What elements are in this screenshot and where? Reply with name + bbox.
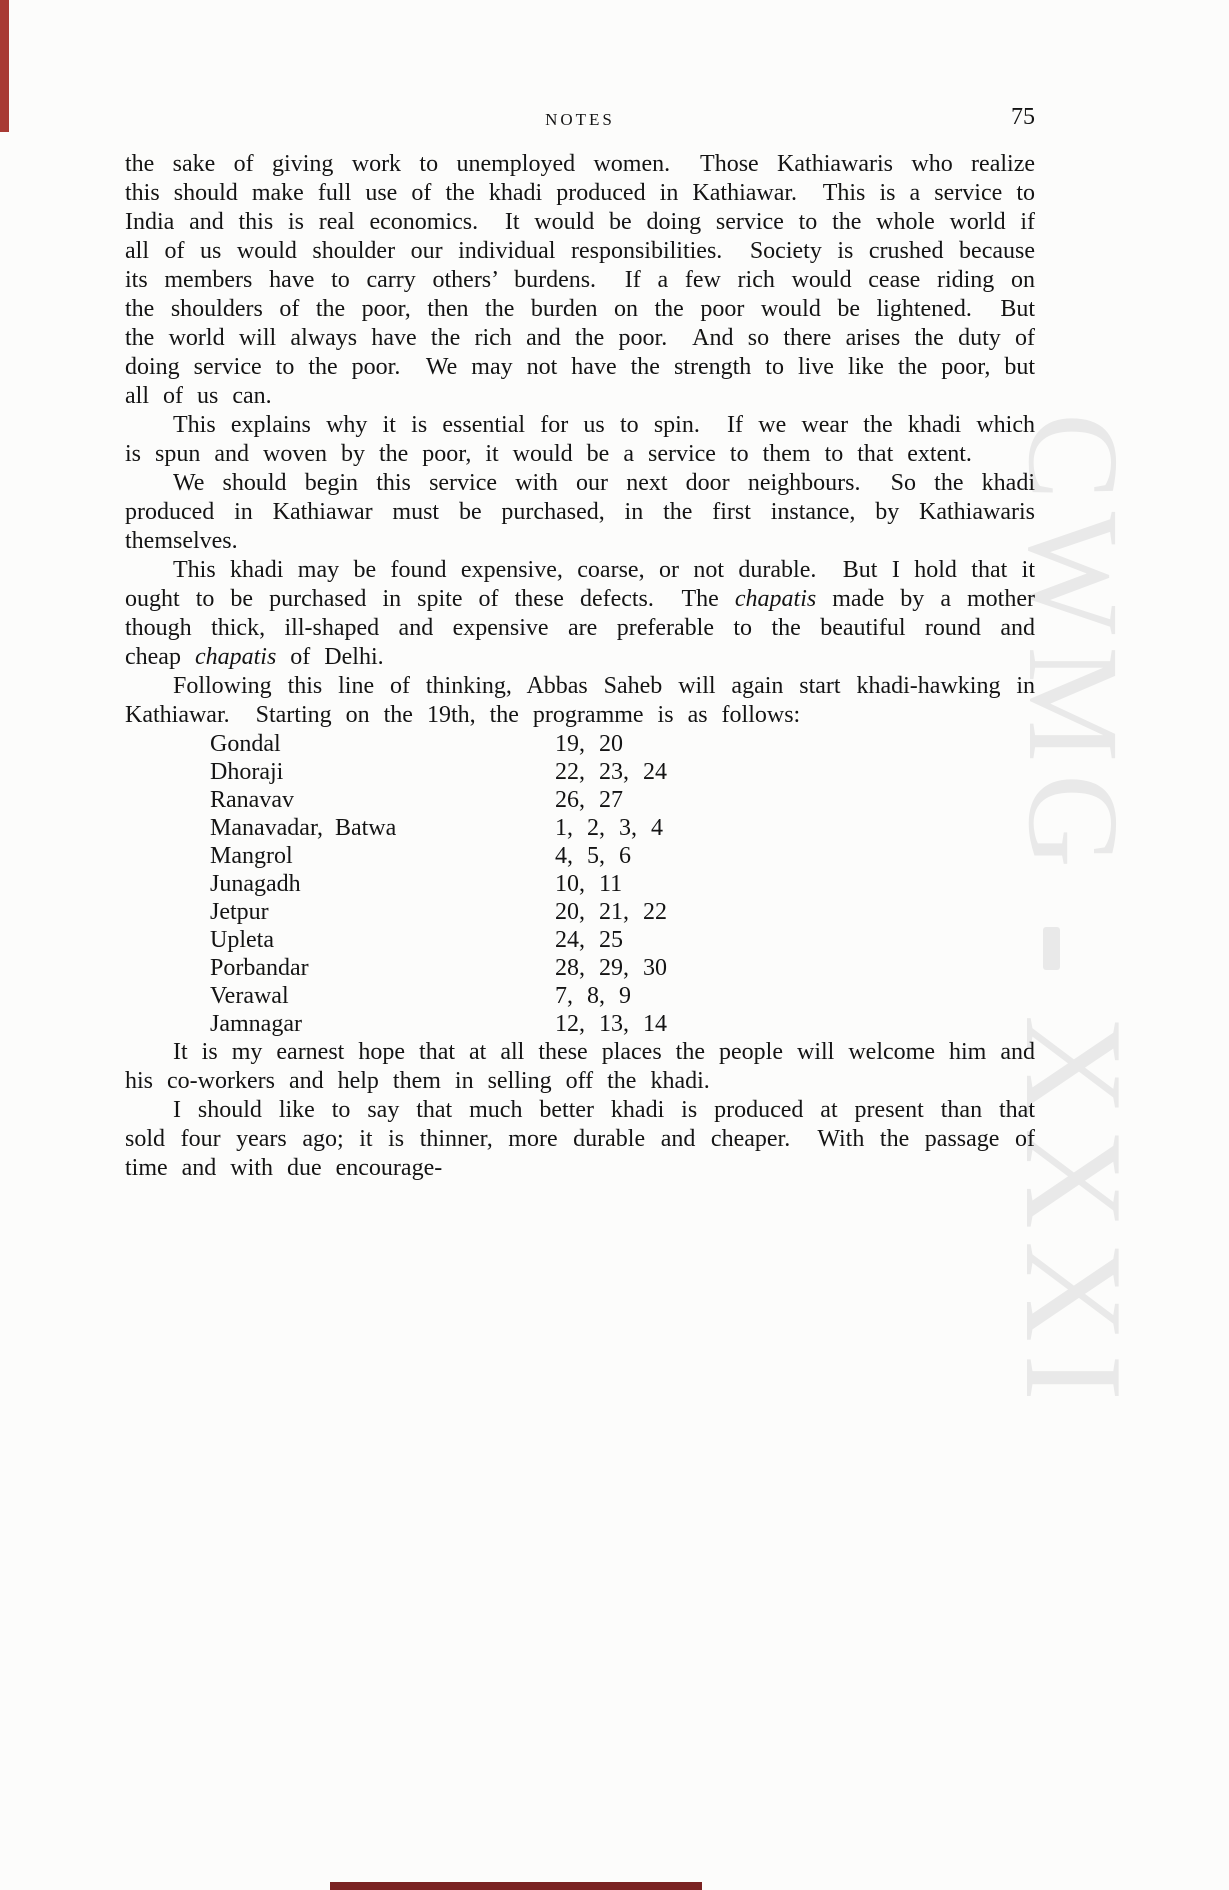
schedule-place: Porbandar	[210, 955, 309, 981]
schedule-row	[210, 982, 1035, 1010]
schedule-place: Jetpur	[210, 899, 269, 925]
schedule-dates: 24, 25	[555, 927, 623, 953]
body-text: We should begin this service with our next door neighbours. So the khadi produced in Kathiawar must be purchased, in the first instance, by Kathiawaris themselves.	[125, 470, 1035, 554]
schedule-dates: 7, 8, 9	[555, 983, 631, 1009]
body-text: I should like to say that much better khadi is produced at present than that sold four years ago; it is thinner, more durable and cheaper. With the passage of time and with due encourage-	[125, 1097, 1035, 1181]
schedule-dates: 22, 23, 24	[555, 759, 667, 785]
paragraph	[125, 1038, 1035, 1096]
schedule-dates: 28, 29, 30	[555, 955, 667, 981]
schedule-row	[210, 870, 1035, 898]
schedule-row	[210, 1010, 1035, 1038]
schedule-row	[210, 926, 1035, 954]
schedule-place: Gondal	[210, 731, 281, 757]
paragraph	[125, 672, 1035, 730]
schedule-row	[210, 898, 1035, 926]
running-head	[125, 104, 1035, 136]
schedule-dates: 19, 20	[555, 731, 623, 757]
schedule-place: Jamnagar	[210, 1011, 302, 1037]
schedule-place: Ranavav	[210, 787, 294, 813]
paragraph	[125, 1096, 1035, 1183]
running-head-title: NOTES	[545, 110, 615, 129]
paragraph	[125, 556, 1035, 672]
schedule-row	[210, 954, 1035, 982]
schedule-place: Junagadh	[210, 871, 301, 897]
schedule-place: Upleta	[210, 927, 274, 953]
schedule-place: Mangrol	[210, 843, 293, 869]
body-text: This explains why it is essential for us to spin. If we wear the khadi which is spun and woven by the poor, it would be a service to them to that extent.	[125, 412, 1035, 467]
watermark-block	[1043, 927, 1060, 970]
page-number: 75	[1011, 104, 1035, 130]
schedule-dates: 1, 2, 3, 4	[555, 815, 663, 841]
scan-artifact-top-left	[0, 0, 9, 132]
body-text: the sake of giving work to unemployed women. Those Kathiawaris who realize this should make full use of the khadi produced in Kathiawar. This is a service to India and this is real economics. It would be doing service to the whole world if all of us would shoulder our individual responsibilities. Society is crushed because its members have to carry others’ burdens. If a few rich would cease riding on the shoulders of the poor, then the burden on the poor would be lightened. But the world will always have the rich and the poor. And so there arises the duty of doing service to the poor. We may not have the strength to live like the poor, but all of us can.	[125, 151, 1035, 409]
scan-artifact-bottom	[330, 1882, 702, 1890]
schedule-row	[210, 814, 1035, 842]
body-text: It is my earnest hope that at all these places the people will welcome him and his co-workers and help them in selling off the khadi.	[125, 1039, 1035, 1094]
schedule-dates: 20, 21, 22	[555, 899, 667, 925]
schedule-row	[210, 786, 1035, 814]
schedule-dates: 10, 11	[555, 871, 623, 897]
body-text: of Delhi.	[276, 644, 384, 670]
schedule-dates: 12, 13, 14	[555, 1011, 667, 1037]
paragraph	[125, 469, 1035, 556]
paragraph	[125, 150, 1035, 411]
schedule-row	[210, 758, 1035, 786]
italic-text: chapatis	[734, 586, 817, 612]
schedule-place: Verawal	[210, 983, 289, 1009]
text-column	[125, 150, 1035, 1183]
body-text: This khadi may be found expensive, coarse, or not durable. But I hold that it ought to be purchased in spite of these defects. The	[125, 557, 1035, 612]
italic-text: chapatis	[194, 644, 277, 670]
schedule-row	[210, 730, 1035, 758]
schedule-place: Manavadar, Batwa	[210, 815, 397, 841]
watermark-volume-initials: CWMG	[1001, 413, 1145, 880]
schedule-dates: 4, 5, 6	[555, 843, 631, 869]
schedule-row	[210, 842, 1035, 870]
body-text: Following this line of thinking, Abbas Saheb will again start khadi-hawking in Kathiawar. Starting on the 19th, the programme is as follows:	[125, 673, 1035, 728]
schedule-dates: 26, 27	[555, 787, 623, 813]
body-text: made by a mother though thick, ill-shaped and expensive are preferable to the beautiful round and cheap	[125, 586, 1035, 670]
khadi-hawking-schedule	[125, 730, 1035, 1038]
paragraph	[125, 411, 1035, 469]
watermark-volume-number: XXXI	[996, 1015, 1151, 1413]
schedule-place: Dhoraji	[210, 759, 284, 785]
